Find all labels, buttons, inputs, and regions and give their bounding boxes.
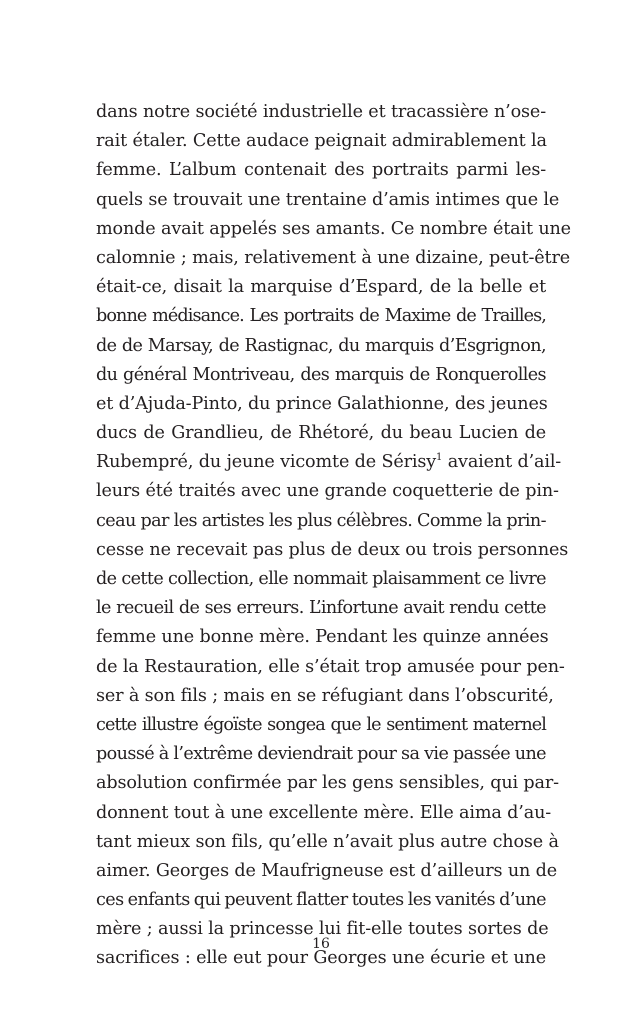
- text-line: quels se trouvait une trentaine d’amis intimes que le: [96, 189, 560, 210]
- text-line-with-footnote: [96, 448, 562, 477]
- text-line: tant mieux son fils, qu’elle n’avait plus autre chose à: [96, 831, 559, 852]
- body-text: [96, 98, 571, 974]
- text-line: monde avait appelés ses amants. Ce nombre était une: [96, 218, 571, 239]
- text-line: absolution confirmée par les gens sensibles, qui par-: [96, 773, 559, 794]
- text-line: femme une bonne mère. Pendant les quinze années: [96, 627, 549, 648]
- text-line: mère ; aussi la princesse lui fit-elle toutes sortes de: [96, 919, 549, 940]
- text-line: de cette collection, elle nommait plaisamment ce livre: [96, 569, 546, 589]
- text-line: femme. L’album contenait des portraits parmi les-: [96, 160, 546, 181]
- text-line: de de Marsay, de Rastignac, du marquis d’Esgrignon,: [96, 335, 546, 356]
- footnote-marker[interactable]: 1: [436, 452, 443, 464]
- text-line: le recueil de ses erreurs. L’infortune avait rendu cette: [96, 598, 546, 619]
- page-number: 16: [312, 936, 330, 952]
- text-line: du général Montriveau, des marquis de Ronquerolles: [96, 364, 546, 385]
- text-line: poussé à l’extrême deviendrait pour sa vie passée une: [96, 744, 546, 765]
- text-line: dans notre société industrielle et tracassière n’ose-: [96, 102, 546, 122]
- text-line: ces enfants qui peuvent flatter toutes les vanités d’une: [96, 890, 546, 911]
- text-line: et d’Ajuda-Pinto, du prince Galathionne, des jeunes: [96, 393, 548, 414]
- text-line: ducs de Grandlieu, de Rhétoré, du beau Lucien de: [96, 423, 546, 444]
- text-line: calomnie ; mais, relativement à une dizaine, peut-être: [96, 247, 570, 268]
- text-line: aimer. Georges de Maufrigneuse est d’ailleurs un de: [96, 860, 558, 881]
- text-line: cesse ne recevait pas plus de deux ou trois personnes: [96, 539, 569, 560]
- text-line: était-ce, disait la marquise d’Espard, de la belle et: [96, 277, 546, 298]
- text-line: cette illustre égoïste songea que le sentiment maternel: [96, 714, 546, 735]
- text-line: bonne médisance. Les portraits de Maxime de Trailles,: [96, 306, 546, 327]
- text-line-end: avaient d’ail-: [442, 452, 562, 473]
- text-line-start: Rubempré, du jeune vicomte de Sérisy: [96, 452, 437, 473]
- text-line: ceau par les artistes les plus célèbres. Comme la prin-: [96, 510, 546, 531]
- text-line: donnent tout à une excellente mère. Elle aima d’au-: [96, 802, 552, 823]
- text-line: sacrifices : elle eut pour Georges une écurie et une: [96, 948, 546, 969]
- text-line: de la Restauration, elle s’était trop amusée pour pen-: [96, 656, 565, 677]
- text-line: rait étaler. Cette audace peignait admirablement la: [96, 131, 547, 152]
- text-line: leurs été traités avec une grande coquetterie de pin-: [96, 481, 559, 502]
- text-line: ser à son fils ; mais en se réfugiant dans l’obscurité,: [96, 685, 554, 706]
